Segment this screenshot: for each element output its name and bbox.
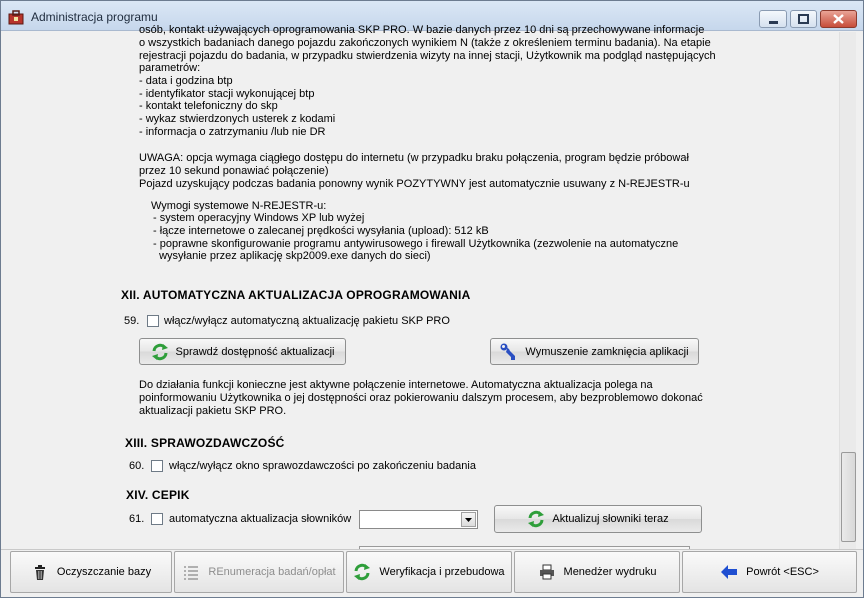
section-title-auto-update: XII. AUTOMATYCZNA AKTUALIZACJA OPROGRAMOWANIA [121,288,471,302]
force-close-button[interactable] [490,338,699,365]
reporting-checkbox[interactable] [151,460,163,472]
update-dictionaries-label: Aktualizuj słowniki teraz [552,513,669,525]
requirements-line: - poprawne skonfigurowanie programu antywirusowego i firewall Użytkownika (zezwolenie na automatyczne [153,238,679,250]
arrow-left-icon [720,563,738,581]
dropdown-arrow[interactable] [461,512,476,527]
intro-line: osób, kontakt używających oprogramowania SKP PRO. W bazie danych przez 10 dni są przechowywane informacje [139,24,705,36]
update-description-line: Do działania funkcji konieczne jest aktywne połączenie internetowe. Automatyczna aktualizacja polega na [139,379,653,391]
force-close-label: Wymuszenie zamknięcia aplikacji [525,345,689,358]
window-title: Administracja programu [31,10,158,24]
chevron-down-icon [462,513,475,526]
check-updates-button[interactable] [139,338,346,365]
clean-database-label: Oczyszczanie bazy [56,566,152,578]
intro-line: - identyfikator stacji wykonującej btp [139,88,315,100]
maximize-button[interactable] [790,10,817,28]
requirements-line: Wymogi systemowe N-REJESTR-u: [151,200,327,212]
intro-line: - informacja o zatrzymaniu /lub nie DR [139,126,326,138]
intro-line: - kontakt telefoniczny do skp [139,100,278,112]
close-icon [821,11,856,27]
requirements-line: - łącze internetowe o zalecanej prędkości wysyłania (upload): 512 kB [153,225,489,237]
renumerate-label: REnumeracja badań/opłat [208,566,336,578]
verify-rebuild-button[interactable] [346,551,512,593]
close-button[interactable] [820,10,857,28]
check-updates-label: Sprawdź dostępność aktualizacji [175,345,335,358]
intro-line: - wykaz stwierdzonych usterek z kodami [139,113,336,125]
auto-update-checkbox[interactable] [147,315,159,327]
app-toolbox-icon [8,9,24,25]
restore-icon [791,11,816,27]
intro-line: parametrów: [139,62,201,74]
printer-icon [538,563,556,581]
update-description-line: poinformowaniu Użytkownika o jej dostępności oraz pokierowaniu dalszym procesem, aby bezproblemowo dokonać [139,392,703,404]
warning-line: przez 10 sekund ponawiać połączenie) [139,165,329,177]
section-title-cepik: XIV. CEPIK [126,488,190,502]
wrench-icon [500,343,518,361]
print-manager-button[interactable] [514,551,680,593]
dictionary-update-checkbox[interactable] [151,513,163,525]
dictionary-update-select[interactable] [359,510,478,529]
dictionary-update-label: automatyczna aktualizacja słowników [169,513,352,525]
intro-line: o wszystkich badaniach danego pojazdu zakończonych wynikiem N (także z określeniem terminu badania). Na etapie [139,37,711,49]
back-button[interactable] [682,551,857,593]
warning-line: UWAGA: opcja wymaga ciągłego dostępu do internetu (w przypadku braku połączenia, program będzie próbował [139,152,689,164]
reporting-label: włącz/wyłącz okno sprawozdawczości po zakończeniu badania [169,460,476,472]
refresh-icon [151,343,169,361]
refresh-icon [527,510,545,528]
list-icon [182,563,200,581]
scrollbar-thumb[interactable] [841,452,856,542]
option-number: 60. [129,460,145,472]
minimize-icon [760,11,786,27]
settings-content [1,24,839,549]
option-number: 59. [124,315,140,327]
print-manager-label: Menedżer wydruku [563,566,657,578]
renumerate-button[interactable] [174,551,344,593]
section-title-reporting: XIII. SPRAWOZDAWCZOŚĆ [125,436,285,450]
option-number: 61. [129,513,145,525]
clean-database-button[interactable] [10,551,172,593]
trash-icon [31,563,49,581]
requirements-line: - system operacyjny Windows XP lub wyżej [153,212,365,224]
intro-line: rejestracji pojazdu do badania, w przypadku stwierdzenia wizyty na innej stacji, Użytkownik ma podgląd następujących [139,50,716,62]
auto-update-label: włącz/wyłącz automatyczną aktualizację pakietu SKP PRO [164,315,450,327]
requirements-line: wysyłanie przez aplikację skp2009.exe danych do sieci) [153,250,431,262]
bottom-toolbar [1,549,863,597]
verify-rebuild-label: Weryfikacja i przebudowa [379,566,505,578]
vertical-scrollbar[interactable] [839,32,856,549]
refresh-icon [353,563,371,581]
back-label: Powrót <ESC> [746,566,819,578]
minimize-button[interactable] [759,10,787,28]
update-dictionaries-button[interactable] [494,505,702,533]
update-description-line: aktualizacji pakietu SKP PRO. [139,405,287,417]
warning-line: Pojazd uzyskujący podczas badania ponowny wynik POZYTYWNY jest automatycznie usuwany z N-REJESTR-u [139,178,690,190]
intro-line: - data i godzina btp [139,75,233,87]
